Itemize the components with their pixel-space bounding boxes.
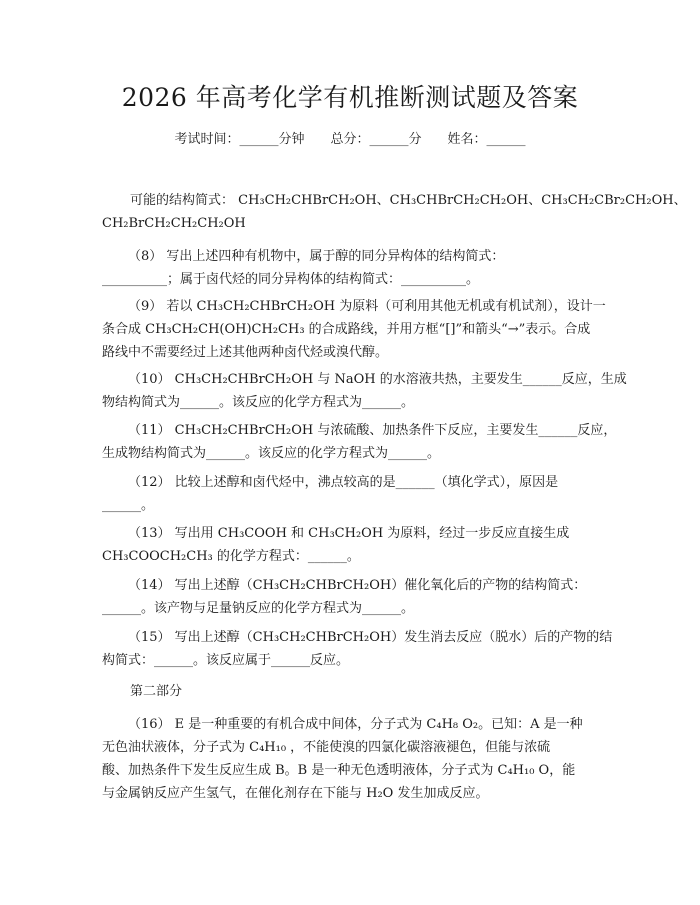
question-13: [102, 522, 602, 568]
question-14: [102, 574, 602, 620]
intro-line-1: 可能的结构简式： CH₃CH₂CHBrCH₂OH、CH₃CHBrCH₂CH₂OH、CH₃CH₂CBr₂CH₂OH、: [130, 193, 687, 208]
question-10-line-2: 物结构简式为______。该反应的化学方程式为______。: [102, 395, 415, 410]
question-14-line-1: （14） 写出上述醇（CH₃CH₂CHBrCH₂OH）催化氧化后的产物的结构简式：: [128, 578, 587, 593]
question-11-line-1: （11） CH₃CH₂CHBrCH₂OH 与浓硫酸、加热条件下反应，主要发生______反应，: [128, 423, 617, 438]
question-9: [102, 295, 606, 364]
exam-meta-line: 考试时间：______分钟 总分：______分 姓名：______: [174, 132, 526, 147]
question-12-line-2: ______。: [102, 498, 155, 513]
question-13-line-1: （13） 写出用 CH₃COOH 和 CH₃CH₂OH 为原料，经过一步反应直接生成: [128, 526, 570, 541]
question-16-line-4: 与金属钠反应产生氢气，在催化剂存在下能与 H₂O 发生加成反应。: [102, 786, 489, 801]
question-8-line-2: __________；属于卤代烃的同分异构体的结构简式：__________。: [102, 272, 480, 287]
question-9-line-3: 路线中不需要经过上述其他两种卤代烃或溴代醇。: [102, 345, 389, 360]
question-16: [102, 713, 602, 805]
question-10-line-1: （10） CH₃CH₂CHBrCH₂OH 与 NaOH 的水溶液共热，主要发生______反应，生成: [128, 372, 627, 387]
intro-line-2: CH₂BrCH₂CH₂CH₂OH: [102, 216, 246, 231]
question-11-line-2: 生成物结构简式为______。该反应的化学方程式为______。: [102, 446, 441, 461]
question-10: [102, 368, 627, 414]
section-2-heading: 第二部分: [130, 684, 183, 699]
question-12: [102, 471, 602, 517]
question-16-line-2: 无色油状液体，分子式为 C₄H₁₀ ，不能使溴的四氯化碳溶液褪色，但能与浓硫: [102, 740, 551, 755]
question-15-line-2: 构简式：______。该反应属于______反应。: [102, 653, 350, 668]
question-14-line-2: ______。该产物与足量钠反应的化学方程式为______。: [102, 601, 415, 616]
question-15: [102, 626, 613, 672]
question-15-line-1: （15） 写出上述醇（CH₃CH₂CHBrCH₂OH）发生消去反应（脱水）后的产物的结: [128, 630, 613, 645]
intro-paragraph: [102, 189, 687, 235]
question-16-line-3: 酸、加热条件下发生反应生成 B。B 是一种无色透明液体，分子式为 C₄H₁₀ O，能: [102, 763, 576, 778]
question-13-line-2: CH₃COOCH₂CH₃ 的化学方程式：______。: [102, 549, 360, 564]
question-8-line-1: （8） 写出上述四种有机物中，属于醇的同分异构体的结构简式：: [128, 249, 505, 264]
question-9-line-1: （9） 若以 CH₃CH₂CHBrCH₂OH 为原料（可利用其他无机或有机试剂），设计一: [128, 299, 606, 314]
question-8: [102, 245, 602, 291]
question-16-line-1: （16） E 是一种重要的有机合成中间体，分子式为 C₄H₈ O₂。已知：A 是一种: [128, 717, 583, 732]
document-title: 2026 年高考化学有机推断测试题及答案: [121, 83, 579, 112]
question-9-line-2: 条合成 CH₃CH₂CH(OH)CH₂CH₃ 的合成路线，并用方框“[]”和箭头“→”表示。合成: [102, 322, 591, 337]
question-11: [102, 419, 617, 465]
section-heading: [102, 680, 602, 703]
question-12-line-1: （12） 比较上述醇和卤代烃中，沸点较高的是______（填化学式），原因是: [128, 475, 559, 490]
